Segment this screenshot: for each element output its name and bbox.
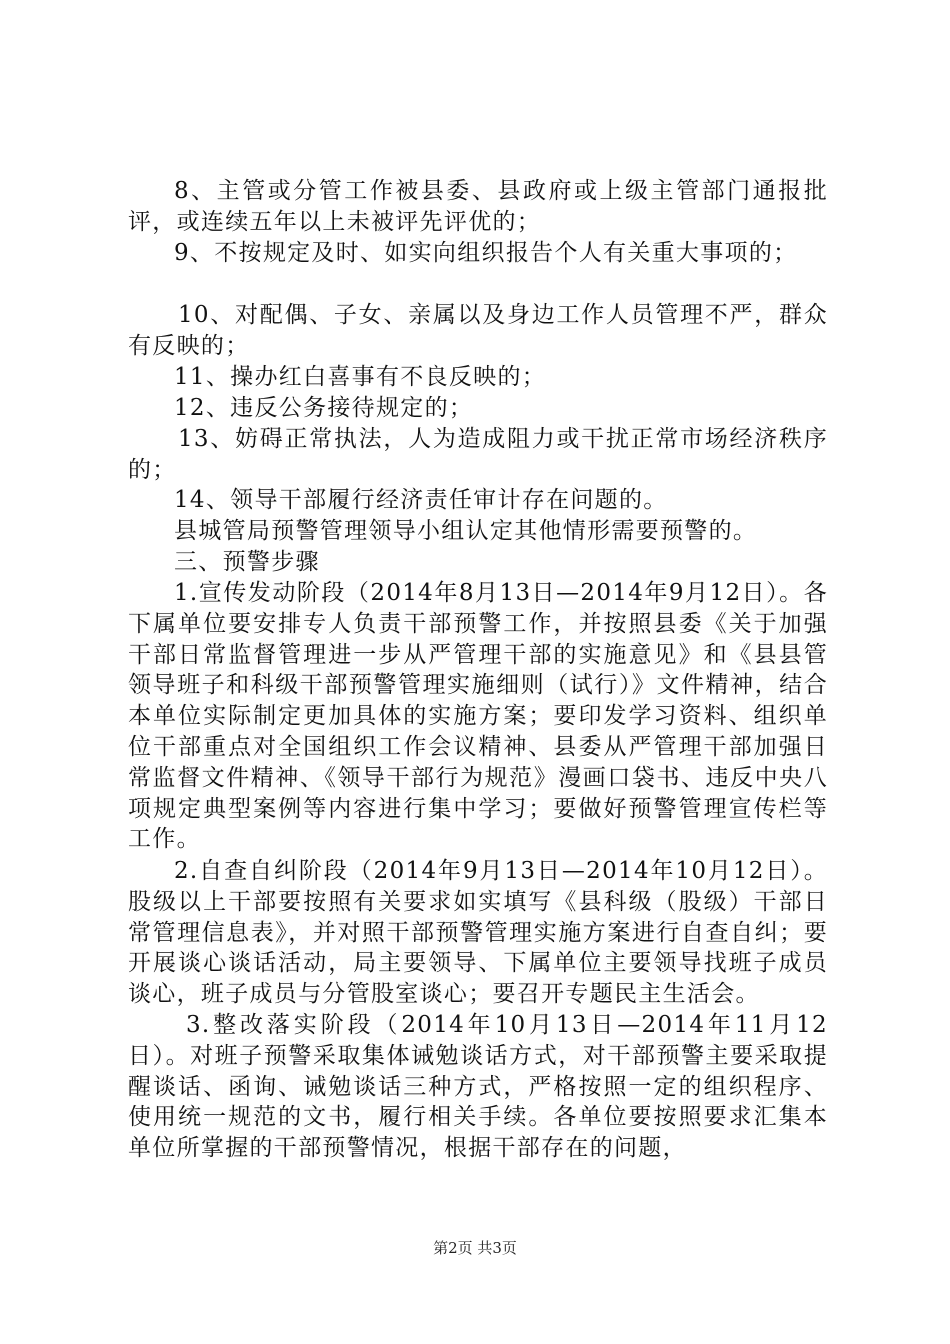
paragraph-item-13: 13、妨碍正常执法，人为造成阻力或干扰正常市场经济秩序的；	[128, 426, 828, 483]
section-heading-steps: 三、预警步骤	[174, 549, 320, 575]
paragraph-other-cases: 县城管局预警管理领导小组认定其他情形需要预警的。	[174, 518, 758, 544]
paragraph-item-9: 9、不按规定及时、如实向组织报告个人有关重大事项的；	[174, 240, 798, 266]
paragraph-item-8: 8、主管或分管工作被县委、县政府或上级主管部门通报批评，或连续五年以上未被评先评优的；	[128, 178, 828, 235]
paragraph-step-3: 3.整改落实阶段（2014年10月13日—2014年11月12日）。对班子预警采取集体诫勉谈话方式，对干部预警主要采取提醒谈话、函询、诫勉谈话三种方式，严格按照一定的组织程序、使用统一规范的文书，履行相关手续。各单位要按照要求汇集本单位所掌握的干部预警情况，根据干部存在的问题，	[128, 1012, 828, 1162]
paragraph-item-11: 11、操办红白喜事有不良反映的；	[174, 364, 547, 390]
paragraph-item-10: 10、对配偶、子女、亲属以及身边工作人员管理不严，群众有反映的；	[128, 302, 828, 359]
paragraph-item-14: 14、领导干部履行经济责任审计存在问题的。	[174, 487, 668, 513]
paragraph-step-1: 1.宣传发动阶段（2014年8月13日—2014年9月12日）。各下属单位要安排专人负责干部预警工作，并按照县委《关于加强干部日常监督管理进一步从严管理干部的实施意见》和《县县管领导班子和科级干部预警管理实施细则（试行）》文件精神，结合本单位实际制定更加具体的实施方案；要印发学习资料、组织单位干部重点对全国组织工作会议精神、县委从严管理干部加强日常监督文件精神、《领导干部行为规范》漫画口袋书、违反中央八项规定典型案例等内容进行集中学习；要做好预警管理宣传栏等工作。	[128, 580, 828, 853]
paragraph-item-12: 12、违反公务接待规定的；	[174, 395, 474, 421]
page-number-footer: 第2页 共3页	[433, 1239, 517, 1257]
paragraph-step-2: 2.自查自纠阶段（2014年9月13日—2014年10月12日）。股级以上干部要按照有关要求如实填写《县科级（股级）干部日常管理信息表》，并对照干部预警管理实施方案进行自查自纠；要开展谈心谈话活动，局主要领导、下属单位主要领导找班子成员谈心，班子成员与分管股室谈心；要召开专题民主生活会。	[128, 858, 828, 1008]
